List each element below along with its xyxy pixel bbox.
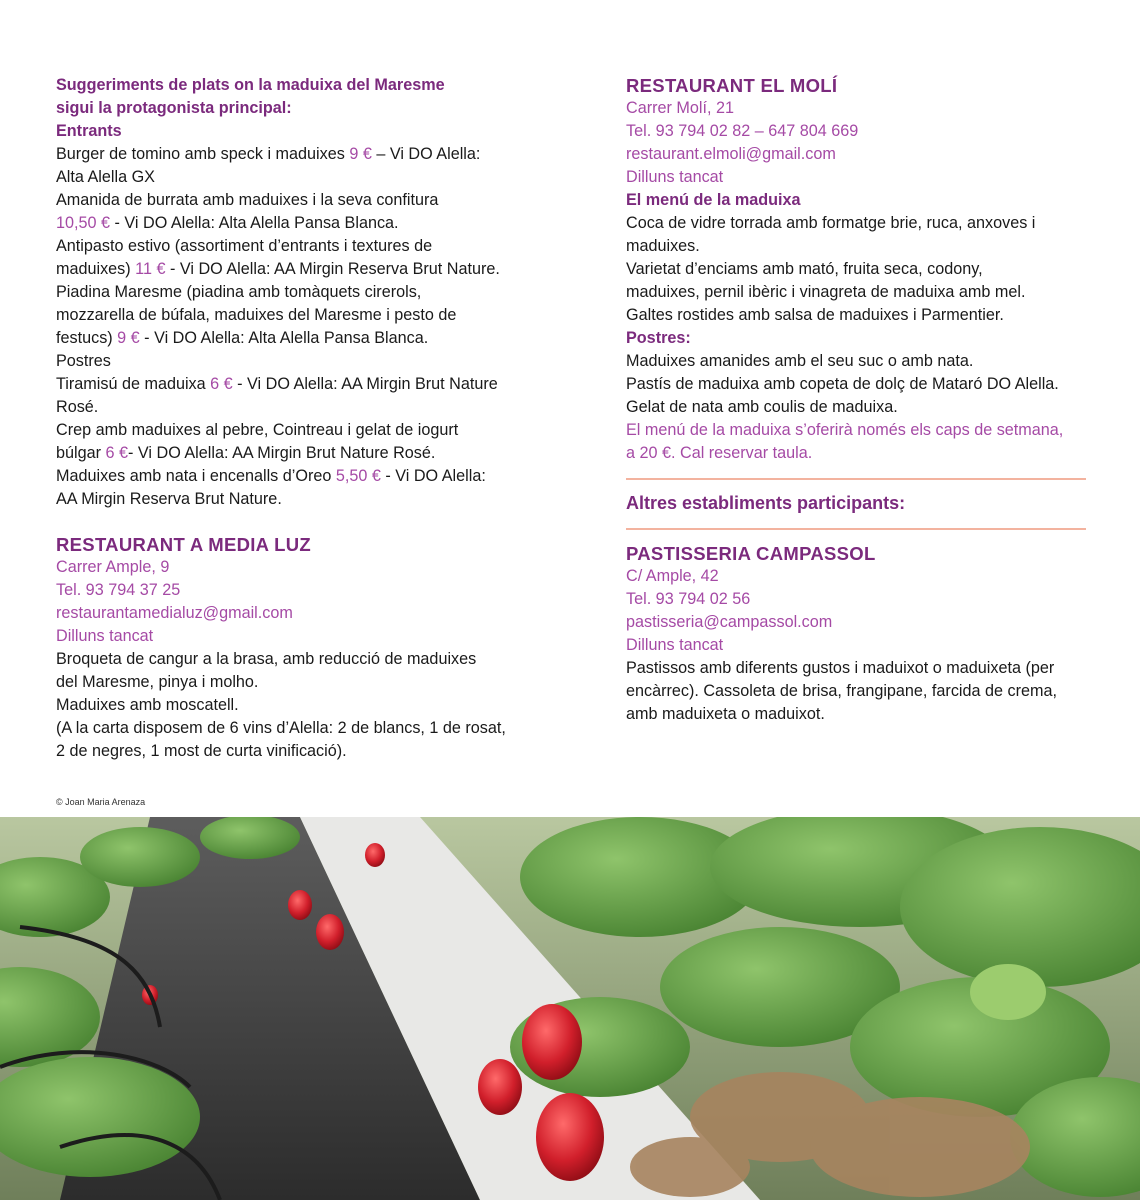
dish-line: Crep amb maduixes al pebre, Cointreau i gelat de iogurt [56,421,459,439]
email-link[interactable]: restaurant.elmoli@gmail.com [626,145,836,163]
closing-day: Dilluns tancat [56,627,154,645]
menu-line: Galtes rostides amb salsa de maduixes i Parmentier. [626,306,1004,324]
price: 5,50 € [335,467,381,485]
dish-line: Maduixes amb nata i encenalls d’Oreo 5,50 € - Vi DO Alella: [56,467,486,485]
menu-line: Maduixes amanides amb el seu suc o amb nata. [626,352,974,370]
dish-line: búlgar 6 €- Vi DO Alella: AA Mirgin Brut Nature Rosé. [56,444,436,462]
address: Carrer Molí, 21 [626,99,734,117]
menu-note: a 20 €. Cal reservar taula. [626,444,813,462]
menu-line: 2 de negres, 1 most de curta vinificació). [56,742,347,760]
restaurant-name: RESTAURANT A MEDIA LUZ [56,534,311,555]
restaurant-name: RESTAURANT EL MOLÍ [626,75,838,96]
dish-line: mozzarella de búfala, maduixes del Maresme i pesto de [56,306,457,324]
menu-line: Pastissos amb diferents gustos i maduixot o maduixeta (per [626,659,1055,677]
dish-line: Antipasto estivo (assortiment d’entrants i textures de [56,237,433,255]
menu-line: Maduixes amb moscatell. [56,696,239,714]
address: Carrer Ample, 9 [56,558,170,576]
menu-line: Gelat de nata amb coulis de maduixa. [626,398,898,416]
divider [626,478,1086,480]
dish-line: Amanida de burrata amb maduixes i la seva confitura [56,191,439,209]
left-column [56,74,526,763]
address: C/ Ample, 42 [626,567,719,585]
postres-heading: Postres [56,352,111,370]
menu-line: maduixes, pernil ibèric i vinagreta de maduixa amb mel. [626,283,1026,301]
phone[interactable]: Tel. 93 794 37 25 [56,581,181,599]
menu-line: encàrrec). Cassoleta de brisa, frangipane, farcida de crema, [626,682,1057,700]
strawberry-field-photo [0,817,1140,1200]
shop-name: PASTISSERIA CAMPASSOL [626,543,876,564]
dish-line: Burger de tomino amb speck i maduixes 9 € – Vi DO Alella: [56,145,481,163]
dish-line: 10,50 € - Vi DO Alella: Alta Alella Pansa Blanca. [56,214,399,232]
entrants-heading: Entrants [56,122,122,140]
price: 10,50 € [56,214,111,232]
menu-line: Broqueta de cangur a la brasa, amb reducció de maduixes [56,650,477,668]
menu-heading: El menú de la maduixa [626,191,801,209]
divider [626,528,1086,530]
spacer [56,511,526,533]
menu-line: maduixes. [626,237,700,255]
closing-day: Dilluns tancat [626,636,724,654]
dish-line: maduixes) 11 € - Vi DO Alella: AA Mirgin Reserva Brut Nature. [56,260,500,278]
dish-line: Tiramisú de maduixa 6 € - Vi DO Alella: AA Mirgin Brut Nature [56,375,498,393]
intro-title-line-1: Suggeriments de plats on la maduixa del Maresme [56,76,445,94]
menu-line: amb maduixeta o maduixot. [626,705,825,723]
closing-day: Dilluns tancat [626,168,724,186]
menu-line: Pastís de maduixa amb copeta de dolç de Mataró DO Alella. [626,375,1059,393]
intro-title-line-2: sigui la protagonista principal: [56,99,292,117]
strawberry-field-illustration [0,817,1140,1200]
email-link[interactable]: pastisseria@campassol.com [626,613,833,631]
menu-line: (A la carta disposem de 6 vins d’Alella: 2 de blancs, 1 de rosat, [56,719,506,737]
others-heading: Altres establiments participants: [626,493,906,513]
price: 6 € [105,444,129,462]
dish-line: AA Mirgin Reserva Brut Nature. [56,490,282,508]
dish-line: Rosé. [56,398,99,416]
dish-line: Alta Alella GX [56,168,155,186]
menu-line: del Maresme, pinya i molho. [56,673,259,691]
price: 11 € [135,260,166,278]
menu-note: El menú de la maduixa s’oferirà només els caps de setmana, [626,421,1064,439]
right-column [626,74,1086,726]
postres-heading: Postres: [626,329,691,347]
phone[interactable]: Tel. 93 794 02 82 – 647 804 669 [626,122,859,140]
email-link[interactable]: restaurantamedialuz@gmail.com [56,604,293,622]
phone[interactable]: Tel. 93 794 02 56 [626,590,751,608]
menu-line: Coca de vidre torrada amb formatge brie, ruca, anxoves i [626,214,1036,232]
price: 6 € [210,375,233,393]
price: 9 € [117,329,140,347]
photo-credit: © Joan Maria Arenaza [56,797,146,807]
dish-line: festucs) 9 € - Vi DO Alella: Alta Alella Pansa Blanca. [56,329,429,347]
dish-line: Piadina Maresme (piadina amb tomàquets cirerols, [56,283,422,301]
price: 9 € [349,145,372,163]
menu-line: Varietat d’enciams amb mató, fruita seca, codony, [626,260,983,278]
